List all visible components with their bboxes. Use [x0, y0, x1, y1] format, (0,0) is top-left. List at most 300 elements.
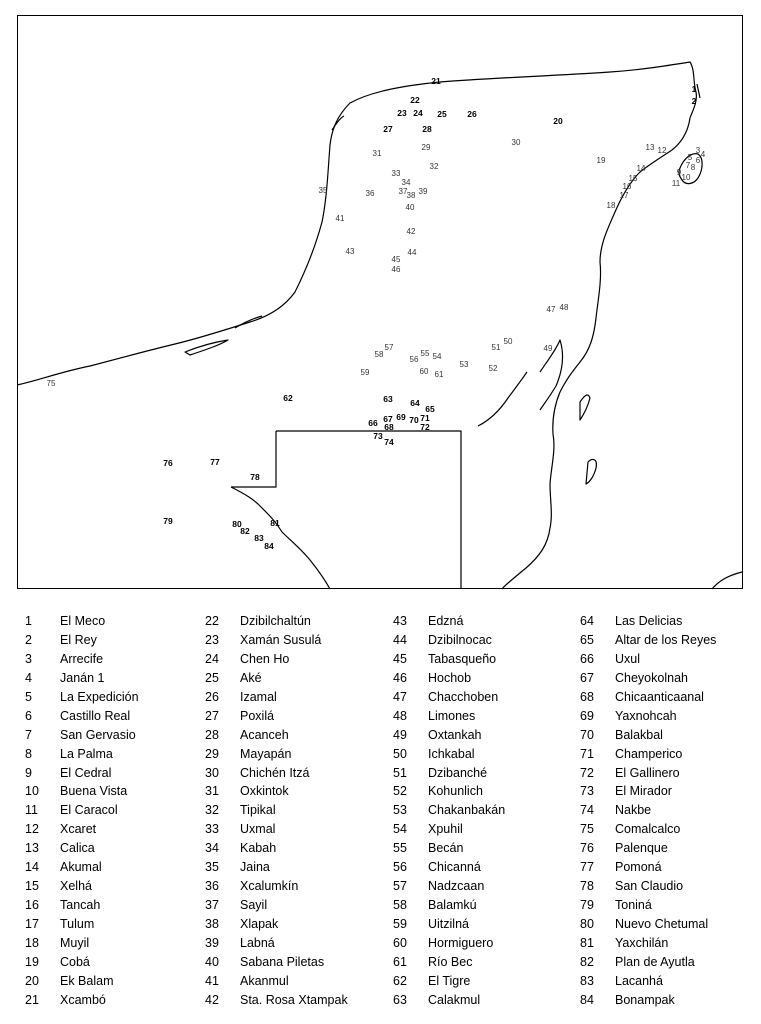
legend-item	[580, 972, 716, 991]
site-marker-label: 27	[383, 124, 393, 134]
legend-item	[580, 707, 716, 726]
legend-item-name: Oxkintok	[240, 784, 289, 799]
legend-item-number: 53	[393, 803, 407, 818]
site-marker-label: 82	[240, 526, 250, 536]
legend-item	[205, 877, 348, 896]
legend-item-name: Mayapán	[240, 746, 292, 761]
legend-item-name: Nuevo Chetumal	[615, 917, 709, 931]
legend-item-name: Nadzcaan	[428, 879, 485, 894]
isla-mujeres	[697, 84, 700, 98]
site-marker-label: 80	[232, 519, 242, 529]
site-marker-label: 56	[409, 355, 419, 364]
legend-item-name: Chakanbakán	[428, 803, 506, 818]
legend-item-number: 33	[205, 822, 219, 837]
legend-item-number: 70	[580, 727, 594, 742]
legend-item	[205, 631, 348, 650]
legend-item-number: 43	[393, 614, 407, 628]
site-marker-label: 69	[396, 412, 406, 422]
guatemala-mexico-border	[276, 431, 461, 589]
site-marker-label: 77	[210, 457, 220, 467]
legend-item-number: 38	[205, 917, 219, 931]
legend-item-number: 73	[580, 784, 594, 799]
legend-item-number: 57	[393, 879, 407, 894]
legend-item-name: El Meco	[60, 614, 106, 628]
legend-item-name: Sayil	[240, 898, 268, 913]
legend-item-name: Izamal	[240, 689, 277, 704]
legend-item	[205, 801, 348, 820]
legend-item-number: 37	[205, 898, 219, 913]
legend-column-2	[205, 612, 348, 1010]
site-marker-label: 30	[511, 138, 521, 147]
legend-item-number: 16	[25, 898, 39, 913]
legend-item	[393, 972, 505, 991]
legend-item-number: 83	[580, 973, 594, 988]
legend-item	[393, 631, 505, 650]
legend-item-name: Cobá	[60, 954, 90, 969]
honduras-coast	[712, 572, 742, 589]
legend-item-name: Uxul	[615, 651, 641, 666]
legend-item-number: 47	[393, 689, 407, 704]
legend-item-name: Calakmul	[428, 992, 481, 1007]
legend-item-name: Xelhá	[60, 879, 92, 894]
legend-item	[205, 782, 348, 801]
legend-item-name: Tipikal	[240, 803, 276, 818]
legend-item-number: 45	[393, 651, 407, 666]
legend-item-number: 22	[205, 614, 219, 628]
legend-item-number: 1	[25, 614, 32, 628]
legend-item	[25, 934, 139, 953]
legend-item	[25, 764, 139, 783]
legend-item-number: 19	[25, 954, 39, 969]
site-marker-label: 19	[596, 156, 606, 165]
legend-item	[25, 669, 139, 688]
site-marker-label: 20	[553, 116, 563, 126]
legend-item	[393, 669, 505, 688]
legend-item-name: El Cedral	[60, 765, 112, 780]
legend-item-name: Tancah	[60, 898, 101, 913]
site-marker-label: 71	[420, 413, 430, 423]
legend-item-number: 48	[393, 708, 407, 723]
legend-item	[393, 820, 505, 839]
site-marker-label: 9	[676, 168, 682, 177]
legend-item	[205, 953, 348, 972]
site-marker-label: 58	[374, 350, 384, 359]
site-marker-label: 84	[264, 541, 274, 551]
legend-item-number: 59	[393, 917, 407, 931]
legend-item-name: Bonampak	[615, 992, 675, 1007]
legend-item-name: Kabah	[240, 841, 277, 856]
legend-item-number: 7	[25, 727, 32, 742]
legend-item-number: 27	[205, 708, 219, 723]
legend-item-number: 54	[393, 822, 407, 837]
legend-item-number: 9	[25, 765, 32, 780]
legend-item	[393, 612, 505, 631]
site-marker-label: 24	[413, 108, 423, 118]
site-marker-label: 49	[543, 344, 553, 353]
legend-item-name: Edzná	[428, 614, 464, 628]
legend-item	[393, 915, 505, 934]
legend-item	[580, 896, 716, 915]
legend-item-number: 24	[205, 651, 219, 666]
legend-item-name: Chen Ho	[240, 651, 290, 666]
legend-item-number: 42	[205, 992, 219, 1007]
legend-item	[25, 745, 139, 764]
legend-item-number: 44	[393, 632, 407, 647]
legend-item-name: El Gallinero	[615, 765, 680, 780]
legend-item-name: El Rey	[60, 632, 97, 647]
legend-item	[580, 953, 716, 972]
legend-column-3	[393, 612, 505, 1010]
legend-item-name: Calica	[60, 841, 95, 856]
site-marker-label: 31	[372, 149, 382, 158]
legend-item-name: Tabasqueño	[428, 651, 497, 666]
legend-item-number: 81	[580, 935, 594, 950]
legend-item-name: La Palma	[60, 746, 113, 761]
legend-item	[25, 631, 139, 650]
legend-item-number: 72	[580, 765, 594, 780]
site-marker-label: 14	[636, 164, 646, 173]
legend-item-name: Chacchoben	[428, 689, 499, 704]
legend-item-name: Xcambó	[60, 992, 106, 1007]
site-marker-label: 73	[373, 431, 383, 441]
legend-item	[393, 953, 505, 972]
legend-item	[205, 896, 348, 915]
legend-item-number: 2	[25, 632, 32, 647]
site-marker-label: 35	[318, 186, 328, 195]
site-marker-label: 70	[409, 415, 419, 425]
legend-item-name: Limones	[428, 708, 476, 723]
legend-item-number: 56	[393, 860, 407, 875]
site-marker-label: 43	[345, 247, 355, 256]
site-marker-label: 81	[270, 518, 280, 528]
legend-item-name: Xamán Susulá	[240, 632, 322, 647]
site-marker-label: 64	[410, 398, 420, 408]
legend-item-name: El Tigre	[428, 973, 471, 988]
legend-item-name: Janán 1	[60, 670, 105, 685]
site-marker-label: 16	[622, 182, 632, 191]
site-marker-label: 47	[546, 305, 556, 314]
legend-item-name: Poxilá	[240, 708, 275, 723]
legend-item-name: Xpuhil	[428, 822, 463, 837]
legend-item	[580, 801, 716, 820]
legend-item	[205, 669, 348, 688]
legend-item-number: 40	[205, 954, 219, 969]
legend-item	[205, 991, 348, 1010]
legend-item-name: Balakbal	[615, 727, 663, 742]
site-marker-label: 29	[421, 143, 431, 152]
site-marker-label: 59	[360, 368, 370, 377]
site-legend	[0, 612, 761, 1017]
legend-item-name: Akanmul	[240, 973, 289, 988]
cay-2	[586, 460, 596, 484]
legend-item-name: La Expedición	[60, 689, 139, 704]
legend-item-number: 6	[25, 708, 32, 723]
usumacinta-river	[231, 487, 330, 589]
legend-item-name: Nakbe	[615, 803, 652, 818]
site-marker-label: 15	[628, 174, 638, 183]
legend-item	[580, 877, 716, 896]
legend-item-number: 12	[25, 822, 39, 837]
legend-item	[580, 858, 716, 877]
legend-item	[393, 707, 505, 726]
legend-item-number: 35	[205, 860, 219, 875]
site-marker-label: 65	[425, 404, 435, 414]
legend-item-name: Tulum	[60, 917, 95, 931]
site-marker-label: 50	[503, 337, 513, 346]
legend-item	[25, 991, 139, 1010]
site-marker-label: 6	[695, 156, 701, 165]
legend-item	[25, 612, 139, 631]
legend-item	[393, 934, 505, 953]
legend-column-4	[580, 612, 716, 1010]
legend-item-number: 30	[205, 765, 219, 780]
site-marker-label: 60	[419, 367, 429, 376]
legend-item-number: 11	[25, 803, 38, 818]
legend-item	[25, 877, 139, 896]
site-marker-label: 28	[422, 124, 432, 134]
legend-item-number: 67	[580, 670, 594, 685]
site-marker-label: 5	[687, 153, 693, 162]
site-marker-label: 32	[429, 162, 439, 171]
legend-item-name: Yaxnohcah	[615, 708, 677, 723]
legend-item-number: 52	[393, 784, 407, 799]
site-marker-label: 61	[434, 370, 444, 379]
site-marker-label: 36	[365, 189, 375, 198]
legend-item-name: Cheyokolnah	[615, 670, 688, 685]
legend-item	[580, 934, 716, 953]
legend-item-number: 25	[205, 670, 219, 685]
legend-item	[580, 764, 716, 783]
legend-item-name: Chichén Itzá	[240, 765, 310, 780]
legend-item	[25, 650, 139, 669]
legend-item	[205, 688, 348, 707]
caribbean-coastline	[502, 118, 690, 589]
cay-1	[580, 395, 590, 420]
legend-item-number: 3	[25, 651, 32, 666]
legend-item-number: 4	[25, 670, 32, 685]
legend-item-number: 58	[393, 898, 407, 913]
site-marker-label: 67	[383, 414, 393, 424]
legend-item-number: 76	[580, 841, 594, 856]
legend-item-number: 41	[205, 973, 219, 988]
legend-item	[25, 915, 139, 934]
legend-item-number: 51	[393, 765, 407, 780]
site-marker-label: 39	[418, 187, 428, 196]
legend-item-number: 23	[205, 632, 219, 647]
legend-item-number: 80	[580, 917, 594, 931]
legend-item	[205, 650, 348, 669]
legend-item	[25, 801, 139, 820]
legend-item-name: Hochob	[428, 670, 472, 685]
legend-item-name: Comalcalco	[615, 822, 681, 837]
legend-item-name: Buena Vista	[60, 784, 128, 799]
site-marker-label: 40	[405, 203, 415, 212]
legend-item	[25, 782, 139, 801]
site-marker-label: 2	[691, 96, 697, 106]
site-marker-label: 10	[681, 173, 691, 182]
site-marker-label: 3	[695, 146, 701, 155]
legend-item	[580, 782, 716, 801]
legend-item	[580, 650, 716, 669]
legend-item	[205, 934, 348, 953]
site-marker-label: 66	[368, 418, 378, 428]
legend-item	[205, 726, 348, 745]
legend-item	[205, 745, 348, 764]
site-marker-label: 76	[163, 458, 173, 468]
legend-item-number: 55	[393, 841, 407, 856]
legend-item-number: 82	[580, 954, 594, 969]
site-marker-label: 12	[657, 146, 667, 155]
site-marker-label: 11	[671, 179, 681, 188]
legend-item	[25, 726, 139, 745]
legend-item-name: Sabana Piletas	[240, 954, 325, 969]
legend-item	[580, 745, 716, 764]
site-marker-label: 42	[406, 227, 416, 236]
legend-item-number: 17	[25, 917, 39, 931]
site-marker-label: 23	[397, 108, 407, 118]
site-marker-label: 8	[690, 163, 696, 172]
site-marker-label: 52	[488, 364, 498, 373]
legend-item-name: Balamkú	[428, 898, 477, 913]
site-marker-label: 55	[420, 349, 430, 358]
legend-item-name: Xcaret	[60, 822, 97, 837]
legend-item-name: Jaina	[240, 860, 270, 875]
legend-item-number: 50	[393, 746, 407, 761]
legend-item-number: 29	[205, 746, 219, 761]
legend-item-name: Becán	[428, 841, 464, 856]
legend-item-name: Altar de los Reyes	[615, 632, 717, 647]
legend-item-name: Arrecife	[60, 651, 104, 666]
legend-item-number: 79	[580, 898, 594, 913]
site-marker-label: 17	[619, 191, 629, 200]
legend-item-name: Dzibanché	[428, 765, 488, 780]
legend-item	[25, 820, 139, 839]
legend-item	[580, 631, 716, 650]
legend-item-name: Lacanhá	[615, 973, 663, 988]
laguna-terminos	[185, 340, 228, 355]
legend-item-name: Akumal	[60, 860, 102, 875]
site-marker-label: 79	[163, 516, 173, 526]
legend-item-number: 62	[393, 973, 407, 988]
legend-item-name: El Mirador	[615, 784, 672, 799]
legend-item-name: Oxtankah	[428, 727, 482, 742]
legend-item-name: Ichkabal	[428, 746, 475, 761]
site-marker-label: 25	[437, 109, 447, 119]
legend-item	[393, 782, 505, 801]
site-marker-label: 53	[459, 360, 469, 369]
legend-item-number: 21	[25, 992, 39, 1007]
legend-item-name: Xlapak	[240, 917, 279, 931]
legend-item	[580, 915, 716, 934]
legend-item	[25, 953, 139, 972]
legend-item-name: El Caracol	[60, 803, 118, 818]
site-marker-label: 34	[401, 178, 411, 187]
legend-item-number: 36	[205, 879, 219, 894]
site-marker-label: 26	[467, 109, 477, 119]
site-marker-label: 75	[46, 379, 56, 388]
site-marker-label: 48	[559, 303, 569, 312]
legend-item-number: 15	[25, 879, 39, 894]
legend-item	[580, 839, 716, 858]
legend-item-number: 28	[205, 727, 219, 742]
site-marker-label: 45	[391, 255, 401, 264]
legend-item-number: 34	[205, 841, 219, 856]
legend-item-name: Acanceh	[240, 727, 289, 742]
legend-item-number: 71	[580, 746, 594, 761]
legend-item-name: Aké	[240, 670, 262, 685]
site-marker-label: 41	[335, 214, 345, 223]
legend-item-name: Chicanná	[428, 860, 481, 875]
legend-item	[580, 991, 716, 1010]
legend-item-number: 18	[25, 935, 39, 950]
legend-item-name: Palenque	[615, 841, 668, 856]
legend-item-number: 64	[580, 614, 594, 628]
legend-item-name: Yaxchilán	[615, 935, 669, 950]
legend-item-name: Chicaanticaanal	[615, 689, 704, 704]
legend-item	[205, 858, 348, 877]
legend-column-1	[25, 612, 139, 1010]
legend-item-number: 61	[393, 954, 407, 969]
legend-item	[25, 839, 139, 858]
site-marker-label: 1	[691, 84, 697, 94]
legend-item	[25, 972, 139, 991]
legend-item	[580, 669, 716, 688]
site-marker-label: 83	[254, 533, 264, 543]
legend-item-name: Muyil	[60, 935, 90, 950]
legend-item-name: Dzibilchaltún	[240, 614, 311, 628]
site-marker-label: 33	[391, 169, 401, 178]
legend-item-number: 65	[580, 632, 594, 647]
legend-item-name: Kohunlich	[428, 784, 483, 799]
site-marker-label: 62	[283, 393, 293, 403]
legend-item-name: Las Delicias	[615, 614, 683, 628]
legend-item-number: 5	[25, 689, 32, 704]
site-marker-label: 13	[645, 143, 655, 152]
legend-item	[580, 726, 716, 745]
legend-item-number: 84	[580, 992, 594, 1007]
legend-item-name: Plan de Ayutla	[615, 954, 695, 969]
legend-item-name: Labná	[240, 935, 275, 950]
legend-item	[393, 858, 505, 877]
site-marker-label: 51	[491, 343, 501, 352]
legend-item-number: 10	[25, 784, 39, 799]
legend-item-name: Champerico	[615, 746, 683, 761]
legend-item-name: Toniná	[615, 898, 652, 913]
legend-item	[205, 915, 348, 934]
site-marker-label: 4	[700, 150, 706, 159]
legend-item-name: Castillo Real	[60, 708, 131, 723]
belize-coast	[478, 372, 527, 426]
legend-item-number: 60	[393, 935, 407, 950]
site-marker-label: 72	[420, 422, 430, 432]
site-marker-label: 74	[384, 437, 394, 447]
site-marker-label: 63	[383, 394, 393, 404]
legend-item	[25, 858, 139, 877]
legend-item	[393, 839, 505, 858]
site-marker-label: 37	[398, 187, 408, 196]
site-marker-label: 44	[407, 248, 417, 257]
legend-item-number: 20	[25, 973, 39, 988]
legend-item-number: 13	[25, 841, 39, 856]
legend-item-number: 75	[580, 822, 594, 837]
legend-item-number: 78	[580, 879, 594, 894]
legend-item-number: 66	[580, 651, 594, 666]
legend-item	[205, 839, 348, 858]
site-marker-label: 18	[606, 201, 616, 210]
site-marker-label: 46	[391, 265, 401, 274]
legend-item	[580, 688, 716, 707]
legend-item	[393, 764, 505, 783]
